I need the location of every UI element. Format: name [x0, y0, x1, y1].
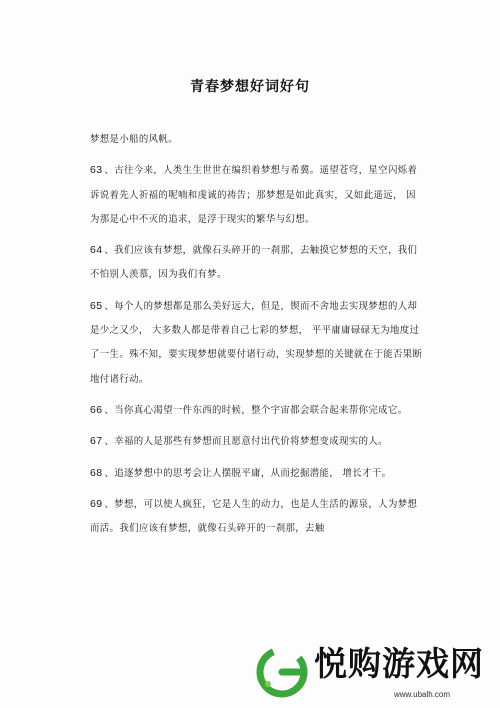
paragraph-number: 63	[90, 164, 103, 177]
paragraph-number: 68	[90, 466, 103, 479]
paragraph-text: 、追逐梦想中的思考会让人摆脱平庸，从而挖掘潜能， 增长才干。	[104, 467, 392, 479]
paragraph-65	[90, 294, 425, 392]
paragraph-number: 64	[90, 244, 103, 257]
paragraph-number: 69	[90, 497, 103, 510]
paragraph-68	[90, 461, 425, 486]
paragraph-number: 67	[90, 435, 103, 448]
page-title: 青春梦想好词好句	[190, 79, 310, 95]
paragraph-64	[90, 238, 425, 288]
paragraph-69	[90, 492, 425, 542]
watermark-brand: 悦购游戏网	[314, 644, 484, 683]
watermark-url: www.ubalh.com	[394, 690, 451, 699]
intro-paragraph	[90, 128, 425, 152]
paragraph-66	[90, 398, 425, 423]
paragraph-67	[90, 429, 425, 454]
paragraph-text: 、我们应该有梦想，就像石头碎开的一刹那，去触摸它梦想的天空，我们不怕别人羡慕，因为我们有梦。	[90, 245, 418, 281]
paragraph-text: 、幸福的人是那些有梦想而且愿意付出代价将梦想变成现实的人。	[104, 436, 388, 448]
intro-text: 梦想是小船的风帆。	[90, 134, 178, 145]
paragraph-text: 、当你真心渴望一件东西的时候，整个宇宙都会联合起来帮你完成它。	[104, 404, 408, 416]
paragraph-63	[90, 158, 425, 232]
paragraph-number: 66	[90, 403, 103, 416]
document-body	[90, 128, 425, 547]
paragraph-text: 、古往今来，人类生生世世在编织着梦想与希冀。遥望苍穹，星空闪烁着诉说着先人祈福的呢喃和虔诚的祷告；那梦想是如此真实，又如此遥远， 因为那是心中不灭的追求，是浮于现实的繁华与幻想。	[90, 165, 418, 225]
paragraph-text: 、每个人的梦想都是那么美好远大，但是，锲而不舍地去实现梦想的人却是少之又少， 大多数人都是带着自己七彩的梦想， 平平庸庸碌碌无为地度过了一生。殊不知，要实现梦想就要付诸行动，实现梦想的关键就在于能否果断地付诸行动。	[90, 300, 423, 385]
site-logo-icon	[256, 646, 308, 698]
paragraph-number: 65	[90, 299, 103, 312]
paragraph-text: 、梦想，可以使人疯狂，它是人生的动力，也是人生活的源泉，人为梦想而活。我们应该有梦想，就像石头碎开的一刹那，去触	[90, 498, 418, 535]
site-watermark	[248, 642, 500, 708]
